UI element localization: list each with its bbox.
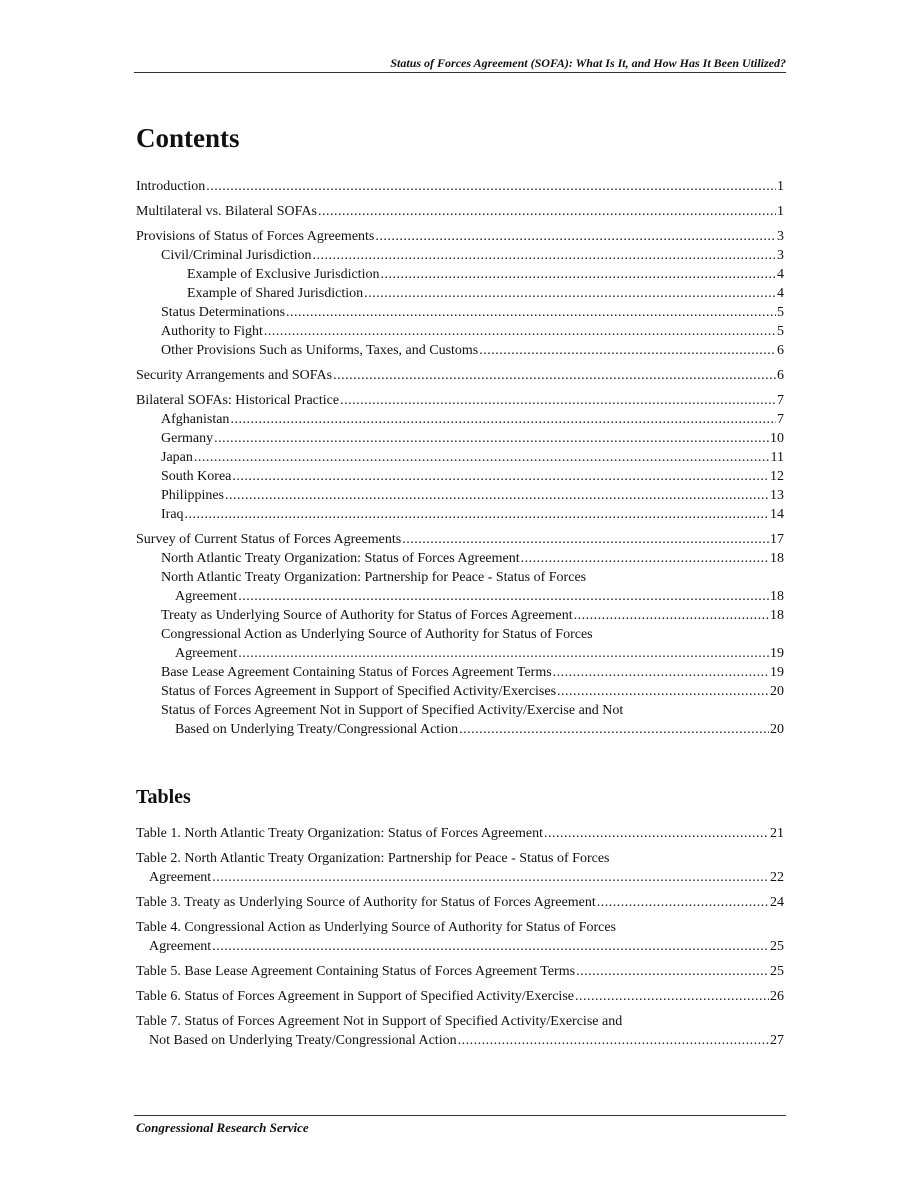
toc-entry-survey-current[interactable] — [136, 530, 784, 549]
dot-leader — [597, 893, 769, 912]
toc-entry-nato-sofa[interactable] — [136, 549, 784, 568]
table-entry-1[interactable] — [136, 824, 784, 843]
toc-entry-introduction[interactable] — [136, 177, 784, 196]
toc-page-number: 1 — [777, 204, 784, 219]
table-page-number: 21 — [770, 826, 784, 841]
toc-entry-bilateral-historical[interactable] — [136, 391, 784, 410]
toc-entry-title: Example of Exclusive Jurisdiction — [187, 267, 380, 282]
toc-entry-title: Provisions of Status of Forces Agreements — [136, 229, 375, 244]
table-entry-6[interactable] — [136, 987, 784, 1006]
toc-page-number: 6 — [777, 368, 784, 383]
toc-entry-title: Afghanistan — [161, 412, 230, 427]
dot-leader — [232, 467, 769, 486]
table-entry-title-line1: Table 2. North Atlantic Treaty Organization: Partnership for Peace - Status of Forces — [136, 851, 610, 866]
toc-page-number: 3 — [777, 248, 784, 263]
toc-page-number: 20 — [770, 722, 784, 737]
toc-entry-title: Germany — [161, 431, 214, 446]
dot-leader — [214, 429, 769, 448]
toc-entry-title: Treaty as Underlying Source of Authority for Status of Forces Agreement — [161, 608, 573, 623]
toc-entry-title: Example of Shared Jurisdiction — [187, 286, 364, 301]
toc-page-number: 5 — [777, 324, 784, 339]
dot-leader — [380, 265, 776, 284]
table-page-number: 24 — [770, 895, 784, 910]
table-entry-title-line2: Agreement — [149, 870, 212, 885]
dot-leader — [521, 549, 769, 568]
toc-entry-security-arrangements[interactable] — [136, 366, 784, 385]
toc-page-number: 12 — [770, 469, 784, 484]
dot-leader — [458, 1031, 769, 1050]
toc-entry-civil-criminal-jurisdiction[interactable] — [136, 246, 784, 265]
toc-entry-title: South Korea — [161, 469, 232, 484]
table-entry-title: Table 1. North Atlantic Treaty Organization: Status of Forces Agreement — [136, 826, 544, 841]
dot-leader — [212, 868, 769, 887]
table-entry-title-line1: Table 4. Congressional Action as Underlying Source of Authority for Status of Forces — [136, 920, 616, 935]
toc-entry-title: Other Provisions Such as Uniforms, Taxes, and Customs — [161, 343, 479, 358]
footer-rule — [134, 1115, 786, 1116]
toc-entry-authority-to-fight[interactable] — [136, 322, 784, 341]
dot-leader — [230, 410, 776, 429]
table-entry-5[interactable] — [136, 962, 784, 981]
toc-entry-title-line1: Status of Forces Agreement Not in Support of Specified Activity/Exercise and Not — [161, 703, 624, 718]
toc-entry-south-korea[interactable] — [136, 467, 784, 486]
dot-leader — [194, 448, 770, 467]
toc-page-number: 4 — [777, 267, 784, 282]
toc-page-number: 13 — [770, 488, 784, 503]
toc-page-number: 11 — [770, 450, 784, 465]
table-entry-3[interactable] — [136, 893, 784, 912]
dot-leader — [286, 303, 776, 322]
toc-entry-exclusive-jurisdiction[interactable] — [136, 265, 784, 284]
toc-page-number: 17 — [770, 532, 784, 547]
dot-leader — [364, 284, 776, 303]
toc-entry-status-determinations[interactable] — [136, 303, 784, 322]
toc-page-number: 7 — [777, 393, 784, 408]
toc-entry-title-line2: Agreement — [175, 646, 238, 661]
toc-entry-title: Japan — [161, 450, 193, 465]
toc-entry-not-specified-activity[interactable] — [136, 701, 784, 739]
toc-entry-title: Survey of Current Status of Forces Agreements — [136, 532, 402, 547]
toc-page-number: 14 — [770, 507, 784, 522]
dot-leader — [402, 530, 769, 549]
contents-list — [136, 177, 784, 739]
toc-page-number: 3 — [777, 229, 784, 244]
dot-leader — [553, 663, 769, 682]
dot-leader — [238, 587, 769, 606]
dot-leader — [333, 366, 776, 385]
toc-entry-treaty-source[interactable] — [136, 606, 784, 625]
toc-entry-title: Status Determinations — [161, 305, 286, 320]
dot-leader — [479, 341, 776, 360]
toc-entry-title: Base Lease Agreement Containing Status of Forces Agreement Terms — [161, 665, 552, 680]
dot-leader — [575, 987, 769, 1006]
table-entry-title-line2: Not Based on Underlying Treaty/Congressional Action — [149, 1033, 457, 1048]
dot-leader — [185, 505, 769, 524]
toc-page-number: 5 — [777, 305, 784, 320]
footer-publisher: Congressional Research Service — [136, 1120, 309, 1135]
toc-page-number: 4 — [777, 286, 784, 301]
toc-entry-nato-pfp-sofa[interactable] — [136, 568, 784, 606]
table-entry-4[interactable] — [136, 918, 784, 956]
dot-leader — [574, 606, 769, 625]
table-entry-7[interactable] — [136, 1012, 784, 1050]
toc-entry-title: Iraq — [161, 507, 184, 522]
dot-leader — [225, 486, 769, 505]
table-page-number: 25 — [770, 964, 784, 979]
dot-leader — [238, 644, 769, 663]
table-entry-title-line2: Agreement — [149, 939, 212, 954]
dot-leader — [340, 391, 776, 410]
dot-leader — [557, 682, 769, 701]
toc-entry-title-line1: North Atlantic Treaty Organization: Partnership for Peace - Status of Forces — [161, 570, 587, 585]
table-entry-title: Table 3. Treaty as Underlying Source of Authority for Status of Forces Agreement — [136, 895, 596, 910]
toc-entry-congressional-source[interactable] — [136, 625, 784, 663]
table-page-number: 25 — [770, 939, 784, 954]
header-rule — [134, 72, 786, 73]
toc-page-number: 18 — [770, 551, 784, 566]
toc-entry-title: North Atlantic Treaty Organization: Status of Forces Agreement — [161, 551, 520, 566]
table-entry-title: Table 5. Base Lease Agreement Containing Status of Forces Agreement Terms — [136, 964, 576, 979]
toc-page-number: 19 — [770, 646, 784, 661]
dot-leader — [459, 720, 769, 739]
toc-entry-specified-activity[interactable] — [136, 682, 784, 701]
table-page-number: 27 — [770, 1033, 784, 1048]
toc-page-number: 1 — [777, 179, 784, 194]
dot-leader — [318, 202, 776, 221]
table-entry-2[interactable] — [136, 849, 784, 887]
toc-page-number: 6 — [777, 343, 784, 358]
tables-list — [136, 824, 784, 1050]
tables-heading: Tables — [136, 786, 191, 808]
table-entry-title: Table 6. Status of Forces Agreement in Support of Specified Activity/Exercise — [136, 989, 574, 1004]
toc-entry-provisions[interactable] — [136, 227, 784, 246]
toc-entry-title: Bilateral SOFAs: Historical Practice — [136, 393, 340, 408]
toc-entry-japan[interactable] — [136, 448, 784, 467]
toc-entry-title-line2: Based on Underlying Treaty/Congressional Action — [175, 722, 459, 737]
toc-entry-shared-jurisdiction[interactable] — [136, 284, 784, 303]
dot-leader — [313, 246, 777, 265]
toc-entry-title: Security Arrangements and SOFAs — [136, 368, 333, 383]
toc-entry-title-line1: Congressional Action as Underlying Source of Authority for Status of Forces — [161, 627, 593, 642]
running-header: Status of Forces Agreement (SOFA): What Is It, and How Has It Been Utilized? — [390, 56, 786, 70]
toc-entry-base-lease[interactable] — [136, 663, 784, 682]
toc-page-number: 10 — [770, 431, 784, 446]
toc-page-number: 18 — [770, 608, 784, 623]
dot-leader — [206, 177, 776, 196]
toc-page-number: 20 — [770, 684, 784, 699]
toc-entry-title: Status of Forces Agreement in Support of Specified Activity/Exercises — [161, 684, 557, 699]
toc-entry-other-provisions[interactable] — [136, 341, 784, 360]
toc-entry-multilateral-vs-bilateral[interactable] — [136, 202, 784, 221]
toc-entry-iraq[interactable] — [136, 505, 784, 524]
toc-page-number: 19 — [770, 665, 784, 680]
toc-entry-title-line2: Agreement — [175, 589, 238, 604]
toc-entry-afghanistan[interactable] — [136, 410, 784, 429]
dot-leader — [544, 824, 769, 843]
table-page-number: 22 — [770, 870, 784, 885]
dot-leader — [212, 937, 769, 956]
table-page-number: 26 — [770, 989, 784, 1004]
contents-heading: Contents — [136, 123, 240, 153]
toc-entry-title: Civil/Criminal Jurisdiction — [161, 248, 312, 263]
dot-leader — [264, 322, 776, 341]
toc-entry-title: Philippines — [161, 488, 225, 503]
toc-page-number: 18 — [770, 589, 784, 604]
toc-entry-title: Introduction — [136, 179, 206, 194]
toc-page-number: 7 — [777, 412, 784, 427]
table-entry-title-line1: Table 7. Status of Forces Agreement Not in Support of Specified Activity/Exercise and — [136, 1014, 623, 1029]
toc-entry-germany[interactable] — [136, 429, 784, 448]
toc-entry-title: Authority to Fight — [161, 324, 263, 339]
toc-entry-philippines[interactable] — [136, 486, 784, 505]
dot-leader — [576, 962, 769, 981]
toc-entry-title: Multilateral vs. Bilateral SOFAs — [136, 204, 317, 219]
dot-leader — [375, 227, 776, 246]
